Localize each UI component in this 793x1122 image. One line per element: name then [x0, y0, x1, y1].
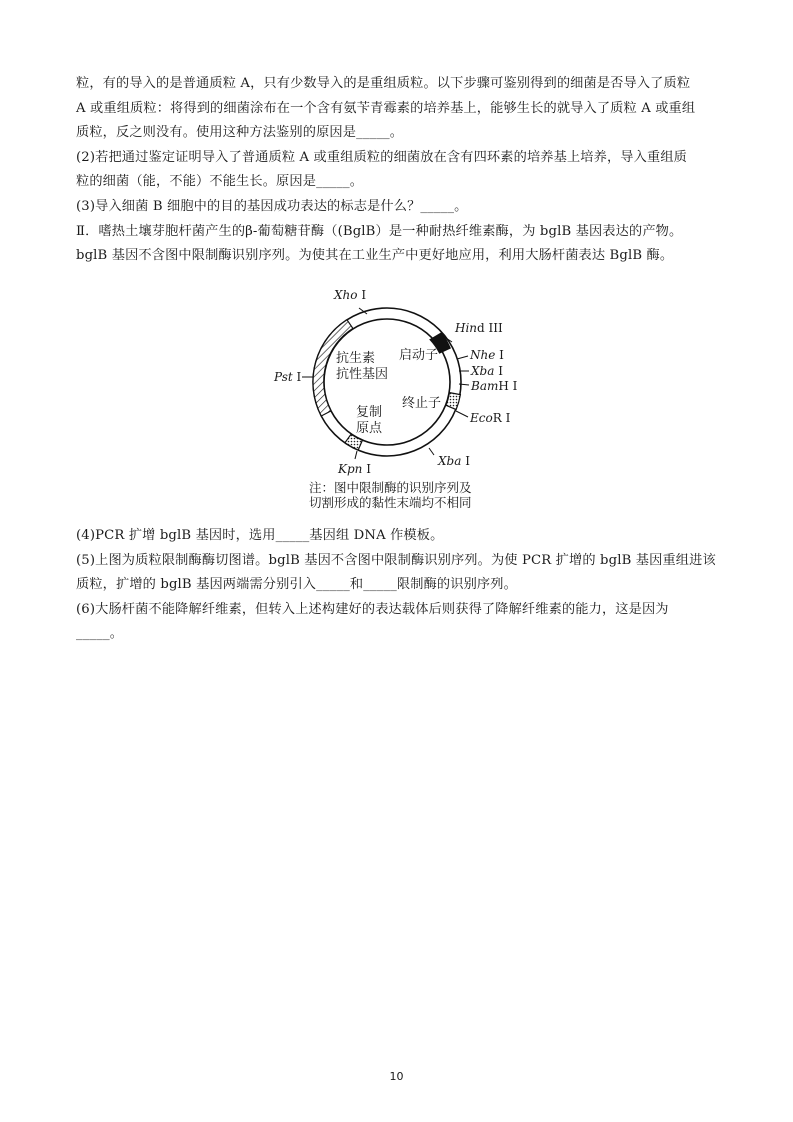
text-line: 粒，有的导入的是普通质粒 A，只有少数导入的是重组质粒。以下步骤可鉴别得到的细菌是否导入了质粒	[76, 76, 691, 91]
xbai-lower-site-line	[429, 448, 434, 455]
kpni-label: Kpn I	[338, 462, 371, 476]
text-line: (5)上图为质粒限制酶酶切图谱。bglB 基因不含图中限制酶识别序列。为使 PCR 扩增的 bglB 基因重组进该	[76, 552, 716, 568]
text-line: 粒的细菌（能，不能）不能生长。原因是_____。	[76, 174, 364, 190]
nhei-site-line	[457, 356, 468, 359]
text-line: A 或重组质粒：将得到的细菌涂布在一个含有氨苄青霉素的培养基上，能够生长的就导入了质粒 A 或重组	[76, 100, 696, 116]
text-line: 质粒，反之则没有。使用这种方法鉴别的原因是_____。	[76, 125, 404, 141]
text-line: (4)PCR 扩增 bglB 基因时，选用_____基因组 DNA 作模板。	[76, 528, 444, 543]
kpni-site-line	[355, 451, 357, 459]
antibiotic-resistance-label: 抗生素 抗性基因	[336, 351, 389, 382]
text-line: (2)若把通过鉴定证明导入了普通质粒 A 或重组质粒的细菌放在含有四环素的培养基上培养，导入重组质	[76, 149, 687, 165]
bamhi-label: BamH I	[471, 379, 518, 393]
text-line: (6)大肠杆菌不能降解纤维素，但转入上述构建好的表达载体后则获得了降解纤维素的能力，这是因为	[76, 601, 669, 617]
psti-label: Pst I	[274, 370, 302, 384]
xbai-upper-label: Xba I	[471, 364, 503, 378]
xhoi-label: Xho I	[334, 288, 367, 302]
text-line: Ⅱ．嗜热土壤芽胞杆菌产生的β-葡萄糖苷酶（(BglB）是一种耐热纤维素酶，为 bglB 基因表达的产物。	[76, 223, 683, 239]
text-line: (3)导入细菌 B 细胞中的目的基因成功表达的标志是什么？_____。	[76, 198, 468, 214]
text-line: 质粒，扩增的 bglB 基因两端需分别引入_____和_____限制酶的识别序列。	[76, 577, 517, 593]
text-line: bglB 基因不含图中限制酶识别序列。为使其在工业生产中更好地应用，利用大肠杆菌表达 BglB 酶。	[76, 248, 674, 264]
nhei-label: Nhe I	[470, 348, 504, 362]
terminator-label: 终止子	[402, 396, 442, 411]
ecori-label: EcoR I	[470, 411, 511, 425]
text-line: _____。	[76, 626, 124, 642]
ecori-site-line	[456, 411, 468, 417]
paragraph-bottom	[76, 524, 726, 647]
paragraph-top	[76, 72, 726, 269]
plasmid-map-figure	[272, 284, 522, 514]
replication-origin-label: 复制 原点	[356, 405, 383, 436]
hindiii-label: Hind III	[455, 321, 503, 335]
xbai-lower-label: Xba I	[438, 454, 470, 468]
diagram-note: 注：图中限制酶的识别序列及 切割形成的黏性末端均不相同	[309, 480, 472, 510]
promoter-label: 启动子	[399, 348, 439, 363]
page-number: 10	[389, 1070, 404, 1083]
